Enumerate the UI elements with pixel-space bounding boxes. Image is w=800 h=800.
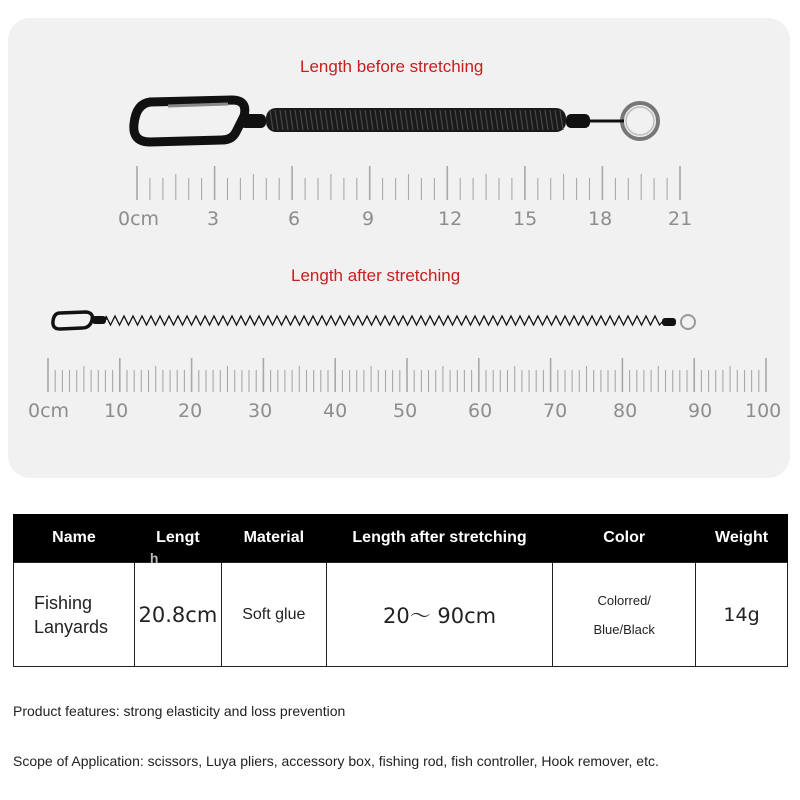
header-name: Name — [14, 514, 135, 563]
ruler-short-label: 6 — [288, 208, 301, 230]
ruler-short — [137, 166, 680, 200]
carabiner-short-icon — [134, 100, 266, 142]
header-length-overflow: h — [149, 550, 159, 566]
header-weight: Weight — [696, 514, 788, 563]
cell-color-line: Colorred/ — [597, 592, 651, 608]
cell-name — [14, 563, 135, 667]
header-color: Color — [553, 514, 696, 563]
ruler-long-label: 80 — [613, 400, 638, 422]
coil-short — [266, 108, 590, 132]
scope-of-application-text: Scope of Application: scissors, Luya pliers, accessory box, fishing rod, fish controller, Hook remover, etc. — [13, 753, 659, 769]
ruler-long-label: 20 — [178, 400, 203, 422]
ruler-long-label: 90 — [688, 400, 713, 422]
spec-table — [13, 514, 788, 667]
heading-before-stretching: Length before stretching — [300, 57, 484, 76]
product-features-text: Product features: strong elasticity and loss prevention — [13, 703, 346, 719]
split-ring-short-icon — [590, 103, 658, 139]
spec-table-header — [14, 514, 788, 563]
ruler-long-label: 70 — [543, 400, 568, 422]
heading-after-stretching: Length after stretching — [291, 266, 461, 285]
header-material: Material — [221, 514, 326, 563]
ruler-short-zero-label: 0cm — [118, 208, 160, 230]
ruler-long-label: 100 — [745, 400, 782, 422]
ruler-long-zero-label: 0cm — [28, 400, 70, 422]
header-length — [134, 514, 221, 566]
ruler-short-label: 21 — [668, 208, 693, 230]
split-ring-long-icon — [662, 315, 695, 329]
cell-name-line: Fishing — [34, 592, 93, 613]
cell-name-line: Lanyards — [34, 616, 109, 637]
cell-color — [553, 563, 696, 667]
ruler-short-label: 3 — [207, 208, 220, 230]
cell-length: 20.8cm — [134, 563, 221, 667]
ruler-short-label: 9 — [362, 208, 375, 230]
ruler-long-label: 10 — [104, 400, 129, 422]
ruler-short-label: 18 — [588, 208, 613, 230]
cell-material: Soft glue — [221, 563, 326, 667]
table-row — [14, 563, 788, 667]
header-length-text: Lengt — [156, 529, 200, 546]
cell-length-after: 20～ 90cm — [326, 563, 553, 667]
ruler-long-label: 50 — [393, 400, 418, 422]
coil-long — [106, 316, 662, 325]
header-length-after: Length after stretching — [326, 514, 553, 563]
cell-color-line: Blue/Black — [593, 621, 655, 637]
ruler-long — [48, 358, 766, 392]
ruler-short-label: 12 — [438, 208, 463, 230]
carabiner-long-icon — [53, 312, 106, 329]
ruler-long-label: 60 — [468, 400, 493, 422]
ruler-long-label: 40 — [323, 400, 348, 422]
ruler-long-label: 30 — [248, 400, 273, 422]
ruler-short-label: 15 — [513, 208, 538, 230]
cell-weight: 14g — [696, 563, 788, 667]
